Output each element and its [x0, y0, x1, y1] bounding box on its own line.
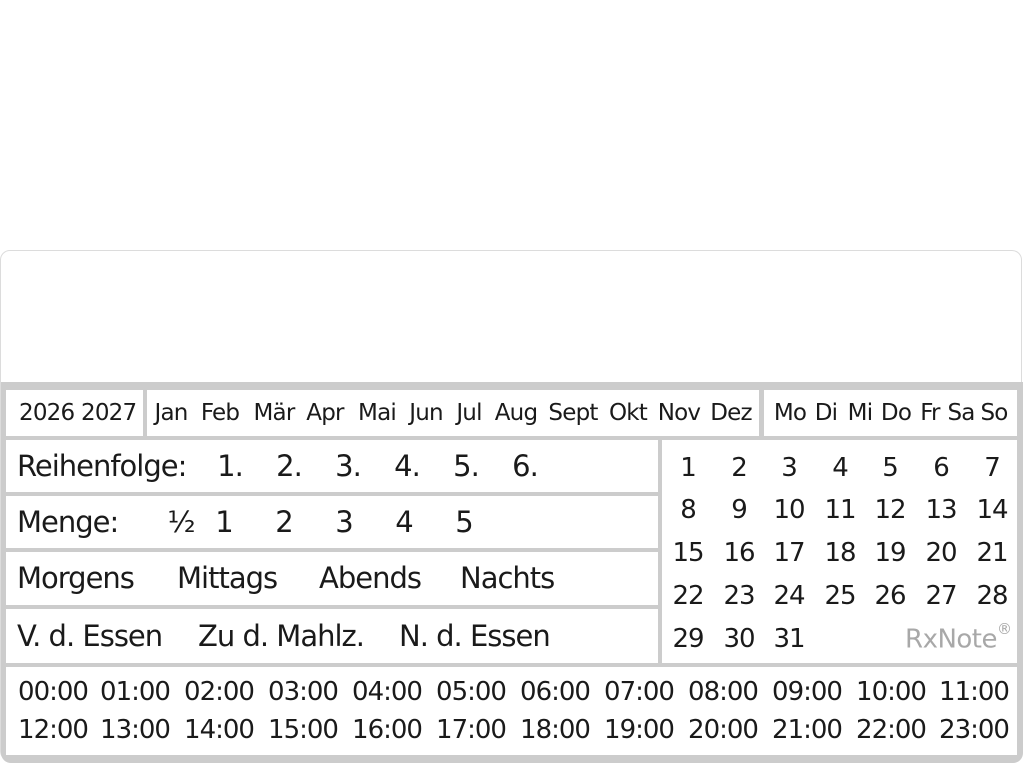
hour-option[interactable]: 01:00 — [100, 677, 170, 707]
hour-option[interactable]: 00:00 — [18, 677, 88, 707]
hour-option[interactable]: 17:00 — [436, 715, 506, 745]
hour-option[interactable]: 07:00 — [604, 677, 674, 707]
month-option[interactable]: Mär — [253, 399, 295, 426]
hour-option[interactable]: 06:00 — [520, 677, 590, 707]
hour-option[interactable]: 22:00 — [856, 715, 926, 745]
hour-option[interactable]: 05:00 — [436, 677, 506, 707]
hour-option[interactable]: 19:00 — [604, 715, 674, 745]
order-option[interactable]: 2. — [276, 448, 302, 483]
day-option[interactable]: 5 — [882, 453, 898, 483]
day-option[interactable]: 13 — [925, 495, 957, 525]
meal-relation-option[interactable]: N. d. Essen — [399, 618, 550, 653]
amount-option[interactable]: 4 — [395, 504, 413, 539]
month-option[interactable]: Nov — [657, 399, 701, 426]
hour-option[interactable]: 23:00 — [939, 715, 1009, 745]
day-option[interactable]: 20 — [925, 538, 957, 568]
amount-option[interactable]: 3 — [335, 504, 353, 539]
day-option[interactable]: 12 — [874, 495, 906, 525]
day-option[interactable]: 30 — [723, 624, 755, 654]
medication-label-grid — [1, 382, 1023, 763]
hour-option[interactable]: 08:00 — [688, 677, 758, 707]
day-option[interactable]: 19 — [874, 538, 906, 568]
day-option[interactable]: 21 — [976, 538, 1008, 568]
hour-option[interactable]: 18:00 — [520, 715, 590, 745]
day-option[interactable]: 17 — [773, 538, 805, 568]
brand-name: RxNote — [905, 624, 997, 655]
hour-option[interactable]: 14:00 — [184, 715, 254, 745]
day-option[interactable]: 28 — [976, 581, 1008, 611]
order-option[interactable]: 1. — [217, 448, 243, 483]
months-cell — [147, 390, 759, 436]
hour-option[interactable]: 15:00 — [268, 715, 338, 745]
month-option[interactable]: Aug — [494, 399, 538, 426]
year-option[interactable]: 2026 — [19, 399, 75, 426]
amount-option[interactable]: 5 — [455, 504, 473, 539]
hour-option[interactable]: 09:00 — [772, 677, 842, 707]
meal-relation-cell — [6, 609, 658, 663]
day-option[interactable]: 4 — [832, 453, 848, 483]
hour-option[interactable]: 12:00 — [18, 715, 88, 745]
month-option[interactable]: Okt — [608, 399, 648, 426]
weekday-option[interactable]: Di — [814, 399, 838, 426]
hour-option[interactable]: 16:00 — [352, 715, 422, 745]
weekday-option[interactable]: Do — [880, 399, 912, 426]
day-option[interactable]: 18 — [824, 538, 856, 568]
weekdays-cell — [764, 390, 1017, 436]
day-option[interactable]: 8 — [680, 495, 696, 525]
order-option[interactable]: 5. — [453, 448, 479, 483]
amount-option[interactable]: 2 — [275, 504, 293, 539]
month-option[interactable]: Sept — [548, 399, 598, 426]
meal-relation-option[interactable]: Zu d. Mahlz. — [198, 618, 364, 653]
order-option[interactable]: 3. — [335, 448, 361, 483]
weekday-option[interactable]: So — [980, 399, 1008, 426]
day-option[interactable]: 31 — [773, 624, 805, 654]
order-cell — [6, 440, 658, 492]
day-option[interactable]: 7 — [984, 453, 1000, 483]
month-option[interactable]: Jan — [154, 399, 188, 426]
day-option[interactable]: 26 — [874, 581, 906, 611]
amount-cell — [6, 496, 658, 548]
weekday-option[interactable]: Fr — [920, 399, 940, 426]
day-grid-cell — [662, 440, 1017, 663]
hour-option[interactable]: 20:00 — [688, 715, 758, 745]
hour-option[interactable]: 04:00 — [352, 677, 422, 707]
day-option[interactable]: 6 — [933, 453, 949, 483]
hour-option[interactable]: 02:00 — [184, 677, 254, 707]
day-option[interactable]: 14 — [976, 495, 1008, 525]
day-option[interactable]: 25 — [824, 581, 856, 611]
hour-option[interactable]: 21:00 — [772, 715, 842, 745]
amount-option[interactable]: 1 — [215, 504, 233, 539]
month-option[interactable]: Feb — [200, 399, 240, 426]
day-option[interactable]: 1 — [680, 453, 696, 483]
weekday-option[interactable]: Sa — [947, 399, 975, 426]
hour-option[interactable]: 13:00 — [100, 715, 170, 745]
time-of-day-option[interactable]: Nachts — [460, 561, 555, 595]
day-option[interactable]: 11 — [824, 495, 856, 525]
weekday-option[interactable]: Mi — [847, 399, 873, 426]
day-option[interactable]: 10 — [773, 495, 805, 525]
order-option[interactable]: 6. — [512, 448, 538, 483]
time-of-day-option[interactable]: Abends — [319, 561, 421, 595]
time-of-day-option[interactable]: Mittags — [177, 561, 278, 595]
time-of-day-option[interactable]: Morgens — [17, 561, 134, 595]
day-option[interactable]: 2 — [731, 453, 747, 483]
day-option[interactable]: 27 — [925, 581, 957, 611]
month-option[interactable]: Jul — [456, 399, 482, 426]
years-cell — [6, 390, 143, 436]
month-option[interactable]: Dez — [710, 399, 752, 426]
day-option[interactable]: 16 — [723, 538, 755, 568]
day-option[interactable]: 29 — [672, 624, 704, 654]
year-option[interactable]: 2027 — [81, 399, 137, 426]
amount-option[interactable]: ½ — [167, 504, 195, 539]
time-of-day-cell — [6, 552, 658, 605]
order-label: Reihenfolge: — [17, 448, 187, 483]
weekday-option[interactable]: Mo — [773, 399, 807, 426]
order-option[interactable]: 4. — [394, 448, 420, 483]
day-option[interactable]: 3 — [781, 453, 797, 483]
day-option[interactable]: 24 — [773, 581, 805, 611]
day-option[interactable]: 15 — [672, 538, 704, 568]
month-option[interactable]: Apr — [306, 399, 344, 426]
hours-cell — [6, 667, 1017, 755]
meal-relation-option[interactable]: V. d. Essen — [17, 618, 163, 653]
amount-label: Menge: — [17, 504, 119, 539]
hour-option[interactable]: 11:00 — [939, 677, 1009, 707]
hour-option[interactable]: 10:00 — [856, 677, 926, 707]
registered-mark: ® — [997, 620, 1012, 638]
day-option[interactable]: 9 — [731, 495, 747, 525]
month-option[interactable]: Jun — [409, 399, 443, 426]
month-option[interactable]: Mai — [358, 399, 396, 426]
hour-option[interactable]: 03:00 — [268, 677, 338, 707]
day-option[interactable]: 22 — [672, 581, 704, 611]
day-option[interactable]: 23 — [723, 581, 755, 611]
brand-logo — [905, 620, 1012, 655]
